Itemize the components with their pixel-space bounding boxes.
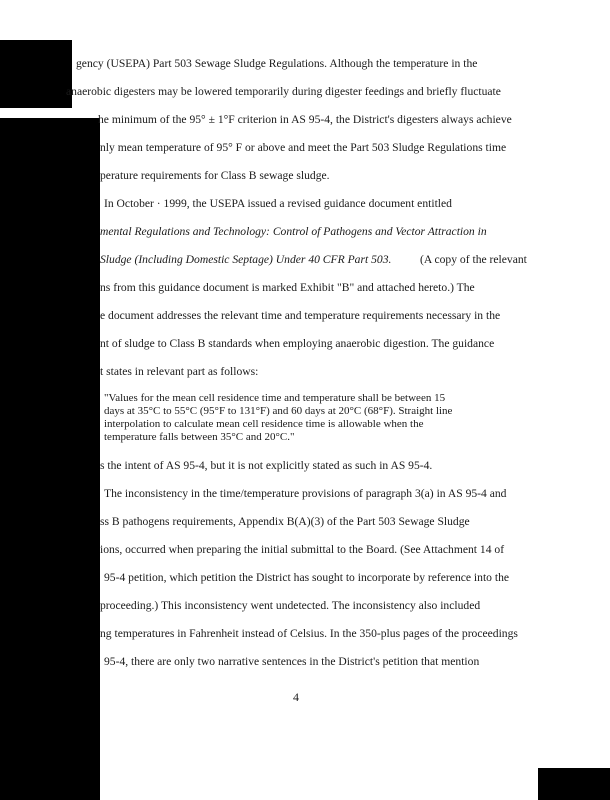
text-line: ions, occurred when preparing the initial submittal to the Board. (See Attachment 14 of [100,543,505,556]
text-line: proceeding.) This inconsistency went undetected. The inconsistency also included [100,599,481,612]
quote-line: "Values for the mean cell residence time and temperature shall be between 15 [104,392,446,404]
text-line: anaerobic digesters may be lowered temporarily during digester feedings and briefly fluctuate [66,85,501,98]
page-number: 4 [293,690,299,704]
text-line: s the intent of AS 95-4, but it is not explicitly stated as such in AS 95-4. [100,459,433,472]
text-line: ng temperatures in Fahrenheit instead of Celsius. In the 350-plus pages of the proceedings [100,627,518,640]
text-line: nt of sludge to Class B standards when employing anaerobic digestion. The guidance [100,337,495,350]
text-line: ns from this guidance document is marked Exhibit "B" and attached hereto.) The [100,281,475,294]
text-line: 95-4 petition, which petition the District has sought to incorporate by reference into the [104,571,510,584]
quote-line: temperature falls between 35°C and 20°C." [104,431,295,443]
quote-line: days at 35°C to 55°C (95°F to 131°F) and 60 days at 20°C (68°F). Straight line [104,405,453,417]
text-line: he minimum of the 95° ± 1°F criterion in AS 95-4, the District's digesters always achieve [98,113,512,126]
quote-line: interpolation to calculate mean cell residence time is allowable when the [104,418,424,430]
text-line: ss B pathogens requirements, Appendix B(A)(3) of the Part 503 Sewage Sludge [100,515,470,528]
text-line: gency (USEPA) Part 503 Sewage Sludge Regulations. Although the temperature in the [76,57,478,70]
text-line: (A copy of the relevant [420,253,527,266]
text-line: The inconsistency in the time/temperature provisions of paragraph 3(a) in AS 95-4 and [104,487,507,500]
scan-artifact-bottom-right [538,768,610,800]
text-line: 95-4, there are only two narrative sentences in the District's petition that mention [104,655,480,668]
text-line: perature requirements for Class B sewage sludge. [100,169,330,182]
text-line: nly mean temperature of 95° F or above and meet the Part 503 Sludge Regulations time [100,141,507,154]
text-line: mental Regulations and Technology: Control of Pathogens and Vector Attraction in [100,225,487,238]
redaction-block-top-left [0,40,72,108]
redaction-block-left-margin [0,118,100,800]
text-line: Sludge (Including Domestic Septage) Under 40 CFR Part 503. [100,253,392,266]
text-line: e document addresses the relevant time and temperature requirements necessary in the [100,309,501,322]
text-line: In October · 1999, the USEPA issued a revised guidance document entitled [104,197,452,210]
text-line: t states in relevant part as follows: [100,365,259,378]
